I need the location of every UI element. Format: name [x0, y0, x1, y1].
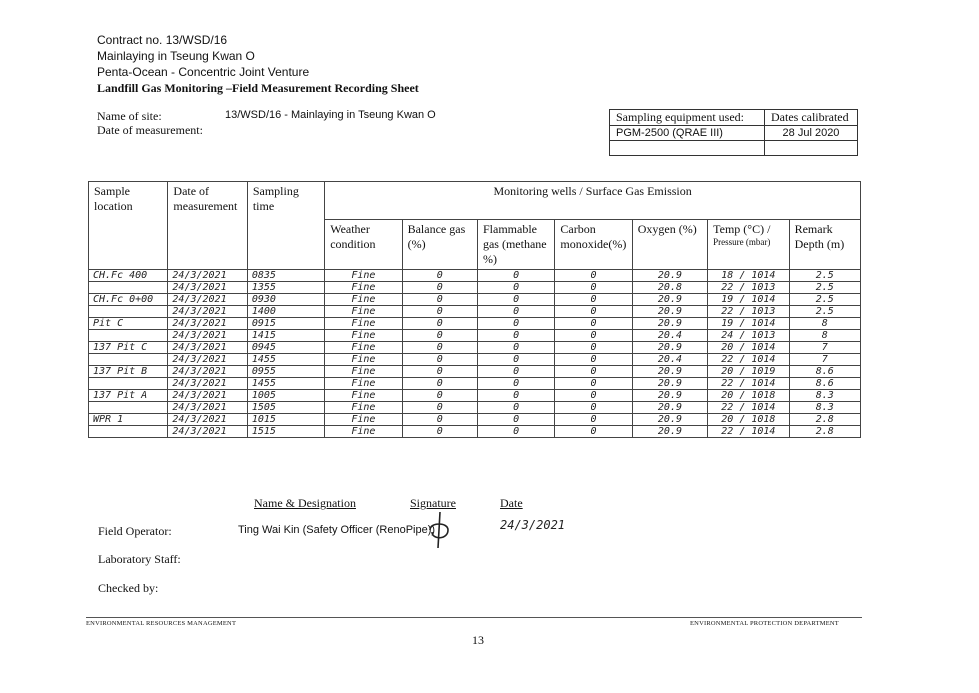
cell-time: 1455	[247, 354, 324, 366]
cell-flammable: 0	[477, 270, 554, 282]
cell-time: 0930	[247, 294, 324, 306]
header-time: Sampling time	[247, 182, 324, 270]
table-row	[89, 306, 861, 318]
calibrated-empty-cell	[765, 141, 858, 156]
cell-balance: 0	[402, 366, 477, 378]
cell-depth: 7	[789, 354, 860, 366]
document-header	[97, 32, 419, 96]
cell-weather: Fine	[325, 366, 402, 378]
cell-time: 1005	[247, 390, 324, 402]
cell-weather: Fine	[325, 294, 402, 306]
cell-location	[89, 426, 168, 438]
name-designation-heading: Name & Designation	[254, 496, 356, 510]
cell-carbon: 0	[555, 414, 632, 426]
cell-carbon: 0	[555, 366, 632, 378]
cell-oxygen: 20.9	[632, 414, 707, 426]
header-balance: Balance gas (%)	[402, 220, 477, 270]
cell-location: CH.Fc 400	[89, 270, 168, 282]
equipment-value: PGM-2500 (QRAE III)	[610, 126, 765, 141]
cell-balance: 0	[402, 354, 477, 366]
cell-flammable: 0	[477, 426, 554, 438]
site-name-value: 13/WSD/16 - Mainlaying in Tseung Kwan O	[225, 109, 436, 121]
cell-flammable: 0	[477, 330, 554, 342]
cell-time: 1455	[247, 378, 324, 390]
cell-weather: Fine	[325, 414, 402, 426]
cell-location: 137 Pit A	[89, 390, 168, 402]
cell-location	[89, 354, 168, 366]
cell-temp-pressure: 20 / 1019	[708, 366, 789, 378]
cell-balance: 0	[402, 390, 477, 402]
cell-temp-pressure: 20 / 1018	[708, 414, 789, 426]
cell-weather: Fine	[325, 270, 402, 282]
cell-time: 1415	[247, 330, 324, 342]
cell-date: 24/3/2021	[168, 378, 247, 390]
header-location: Sample location	[89, 182, 168, 270]
cell-location	[89, 330, 168, 342]
project-name: Mainlaying in Tseung Kwan O	[97, 49, 255, 63]
cell-temp-pressure: 22 / 1014	[708, 402, 789, 414]
cell-weather: Fine	[325, 342, 402, 354]
cell-oxygen: 20.9	[632, 306, 707, 318]
cell-date: 24/3/2021	[168, 414, 247, 426]
cell-time: 1505	[247, 402, 324, 414]
table-row	[89, 282, 861, 294]
cell-date: 24/3/2021	[168, 426, 247, 438]
cell-weather: Fine	[325, 426, 402, 438]
cell-depth: 8.6	[789, 378, 860, 390]
header-remark: Remark Depth (m)	[789, 220, 860, 270]
cell-oxygen: 20.9	[632, 390, 707, 402]
cell-flammable: 0	[477, 402, 554, 414]
cell-carbon: 0	[555, 378, 632, 390]
cell-location	[89, 282, 168, 294]
header-weather: Weather condition	[325, 220, 402, 270]
cell-location	[89, 402, 168, 414]
cell-flammable: 0	[477, 306, 554, 318]
site-info	[97, 109, 203, 137]
cell-flammable: 0	[477, 294, 554, 306]
cell-balance: 0	[402, 318, 477, 330]
cell-time: 1015	[247, 414, 324, 426]
cell-oxygen: 20.9	[632, 342, 707, 354]
cell-flammable: 0	[477, 354, 554, 366]
cell-depth: 2.5	[789, 294, 860, 306]
contract-no: Contract no. 13/WSD/16	[97, 33, 228, 47]
table-row	[89, 414, 861, 426]
signature-heading: Signature	[410, 496, 456, 510]
cell-location: 137 Pit B	[89, 366, 168, 378]
cell-depth: 2.5	[789, 270, 860, 282]
table-row	[89, 354, 861, 366]
cell-carbon: 0	[555, 354, 632, 366]
cell-weather: Fine	[325, 378, 402, 390]
cell-flammable: 0	[477, 366, 554, 378]
table-row	[89, 342, 861, 354]
table-row	[89, 402, 861, 414]
cell-flammable: 0	[477, 342, 554, 354]
cell-date: 24/3/2021	[168, 306, 247, 318]
cell-depth: 8.3	[789, 390, 860, 402]
cell-time: 0945	[247, 342, 324, 354]
cell-depth: 2.8	[789, 426, 860, 438]
field-operator-label: Field Operator:	[98, 524, 172, 538]
cell-carbon: 0	[555, 318, 632, 330]
cell-balance: 0	[402, 330, 477, 342]
cell-carbon: 0	[555, 330, 632, 342]
cell-temp-pressure: 20 / 1018	[708, 390, 789, 402]
cell-balance: 0	[402, 294, 477, 306]
cell-weather: Fine	[325, 330, 402, 342]
cell-flammable: 0	[477, 318, 554, 330]
table-row	[89, 378, 861, 390]
cell-weather: Fine	[325, 306, 402, 318]
cell-temp-pressure: 20 / 1014	[708, 342, 789, 354]
cell-balance: 0	[402, 342, 477, 354]
cell-balance: 0	[402, 270, 477, 282]
cell-date: 24/3/2021	[168, 330, 247, 342]
cell-time: 1400	[247, 306, 324, 318]
cell-location: CH.Fc 0+00	[89, 294, 168, 306]
equipment-header: Sampling equipment used:	[610, 110, 765, 126]
cell-depth: 8	[789, 318, 860, 330]
header-date: Date of measurement	[168, 182, 247, 270]
cell-weather: Fine	[325, 402, 402, 414]
cell-temp-pressure: 19 / 1014	[708, 294, 789, 306]
cell-oxygen: 20.9	[632, 426, 707, 438]
cell-date: 24/3/2021	[168, 366, 247, 378]
cell-carbon: 0	[555, 426, 632, 438]
cell-date: 24/3/2021	[168, 402, 247, 414]
contractor-name: Penta-Ocean - Concentric Joint Venture	[97, 65, 310, 79]
data-rows	[89, 270, 861, 438]
header-group: Monitoring wells / Surface Gas Emission	[325, 182, 861, 220]
cell-carbon: 0	[555, 282, 632, 294]
cell-temp-pressure: 18 / 1014	[708, 270, 789, 282]
cell-carbon: 0	[555, 342, 632, 354]
cell-carbon: 0	[555, 306, 632, 318]
cell-carbon: 0	[555, 402, 632, 414]
cell-time: 1515	[247, 426, 324, 438]
field-operator-name: Ting Wai Kin (Safety Officer (RenoPipe))	[238, 524, 436, 536]
date-heading: Date	[500, 496, 523, 510]
cell-date: 24/3/2021	[168, 270, 247, 282]
cell-date: 24/3/2021	[168, 354, 247, 366]
cell-temp-pressure: 22 / 1013	[708, 282, 789, 294]
header-temp: Temp (°C) /	[713, 222, 771, 236]
cell-depth: 7	[789, 342, 860, 354]
cell-balance: 0	[402, 426, 477, 438]
cell-depth: 8.3	[789, 402, 860, 414]
cell-oxygen: 20.8	[632, 282, 707, 294]
cell-weather: Fine	[325, 318, 402, 330]
cell-weather: Fine	[325, 282, 402, 294]
cell-date: 24/3/2021	[168, 294, 247, 306]
cell-time: 0835	[247, 270, 324, 282]
calibrated-header: Dates calibrated	[765, 110, 858, 126]
cell-location: WPR 1	[89, 414, 168, 426]
cell-flammable: 0	[477, 414, 554, 426]
measurement-date-label: Date of measurement:	[97, 123, 203, 137]
footer-right: ENVIRONMENTAL PROTECTION DEPARTMENT	[690, 620, 839, 627]
cell-date: 24/3/2021	[168, 390, 247, 402]
cell-carbon: 0	[555, 270, 632, 282]
sheet-title: Landfill Gas Monitoring –Field Measurement Recording Sheet	[97, 81, 419, 95]
table-row	[89, 294, 861, 306]
page-number: 13	[472, 633, 484, 647]
field-operator-signature	[426, 510, 452, 550]
cell-location	[89, 378, 168, 390]
cell-carbon: 0	[555, 390, 632, 402]
cell-location	[89, 306, 168, 318]
cell-temp-pressure: 22 / 1014	[708, 378, 789, 390]
cell-balance: 0	[402, 414, 477, 426]
cell-oxygen: 20.9	[632, 270, 707, 282]
cell-temp-pressure: 24 / 1013	[708, 330, 789, 342]
header-temp-pressure	[708, 220, 789, 270]
cell-oxygen: 20.9	[632, 378, 707, 390]
cell-temp-pressure: 19 / 1014	[708, 318, 789, 330]
cell-balance: 0	[402, 282, 477, 294]
cell-date: 24/3/2021	[168, 342, 247, 354]
cell-carbon: 0	[555, 294, 632, 306]
equipment-empty-cell	[610, 141, 765, 156]
cell-date: 24/3/2021	[168, 318, 247, 330]
monitoring-table	[88, 181, 861, 438]
header-carbon: Carbon monoxide(%)	[555, 220, 632, 270]
table-row	[89, 366, 861, 378]
cell-weather: Fine	[325, 354, 402, 366]
field-operator-date: 24/3/2021	[500, 518, 566, 532]
cell-oxygen: 20.9	[632, 318, 707, 330]
cell-oxygen: 20.4	[632, 330, 707, 342]
cell-depth: 8	[789, 330, 860, 342]
equipment-table	[609, 109, 858, 156]
header-oxygen: Oxygen (%)	[632, 220, 707, 270]
table-row	[89, 390, 861, 402]
cell-balance: 0	[402, 378, 477, 390]
header-flammable: Flammable gas (methane %)	[477, 220, 554, 270]
table-row	[89, 330, 861, 342]
cell-balance: 0	[402, 306, 477, 318]
table-row	[89, 318, 861, 330]
cell-depth: 2.5	[789, 282, 860, 294]
table-row	[89, 270, 861, 282]
cell-location: 137 Pit C	[89, 342, 168, 354]
cell-depth: 8.6	[789, 366, 860, 378]
header-pressure: Pressure (mbar)	[713, 237, 771, 247]
cell-location: Pit C	[89, 318, 168, 330]
cell-depth: 2.8	[789, 414, 860, 426]
footer-left: ENVIRONMENTAL RESOURCES MANAGEMENT	[86, 620, 237, 627]
cell-flammable: 0	[477, 378, 554, 390]
cell-temp-pressure: 22 / 1014	[708, 354, 789, 366]
cell-temp-pressure: 22 / 1014	[708, 426, 789, 438]
cell-oxygen: 20.9	[632, 294, 707, 306]
cell-balance: 0	[402, 402, 477, 414]
cell-flammable: 0	[477, 282, 554, 294]
cell-temp-pressure: 22 / 1013	[708, 306, 789, 318]
laboratory-staff-label: Laboratory Staff:	[98, 552, 181, 566]
calibrated-value: 28 Jul 2020	[765, 126, 858, 141]
cell-oxygen: 20.9	[632, 402, 707, 414]
cell-weather: Fine	[325, 390, 402, 402]
site-name-label: Name of site:	[97, 109, 162, 123]
cell-flammable: 0	[477, 390, 554, 402]
cell-oxygen: 20.4	[632, 354, 707, 366]
table-row	[89, 426, 861, 438]
cell-date: 24/3/2021	[168, 282, 247, 294]
cell-oxygen: 20.9	[632, 366, 707, 378]
checked-by-label: Checked by:	[98, 581, 159, 595]
cell-time: 0955	[247, 366, 324, 378]
cell-time: 1355	[247, 282, 324, 294]
cell-time: 0915	[247, 318, 324, 330]
cell-depth: 2.5	[789, 306, 860, 318]
footer-rule	[86, 617, 862, 618]
